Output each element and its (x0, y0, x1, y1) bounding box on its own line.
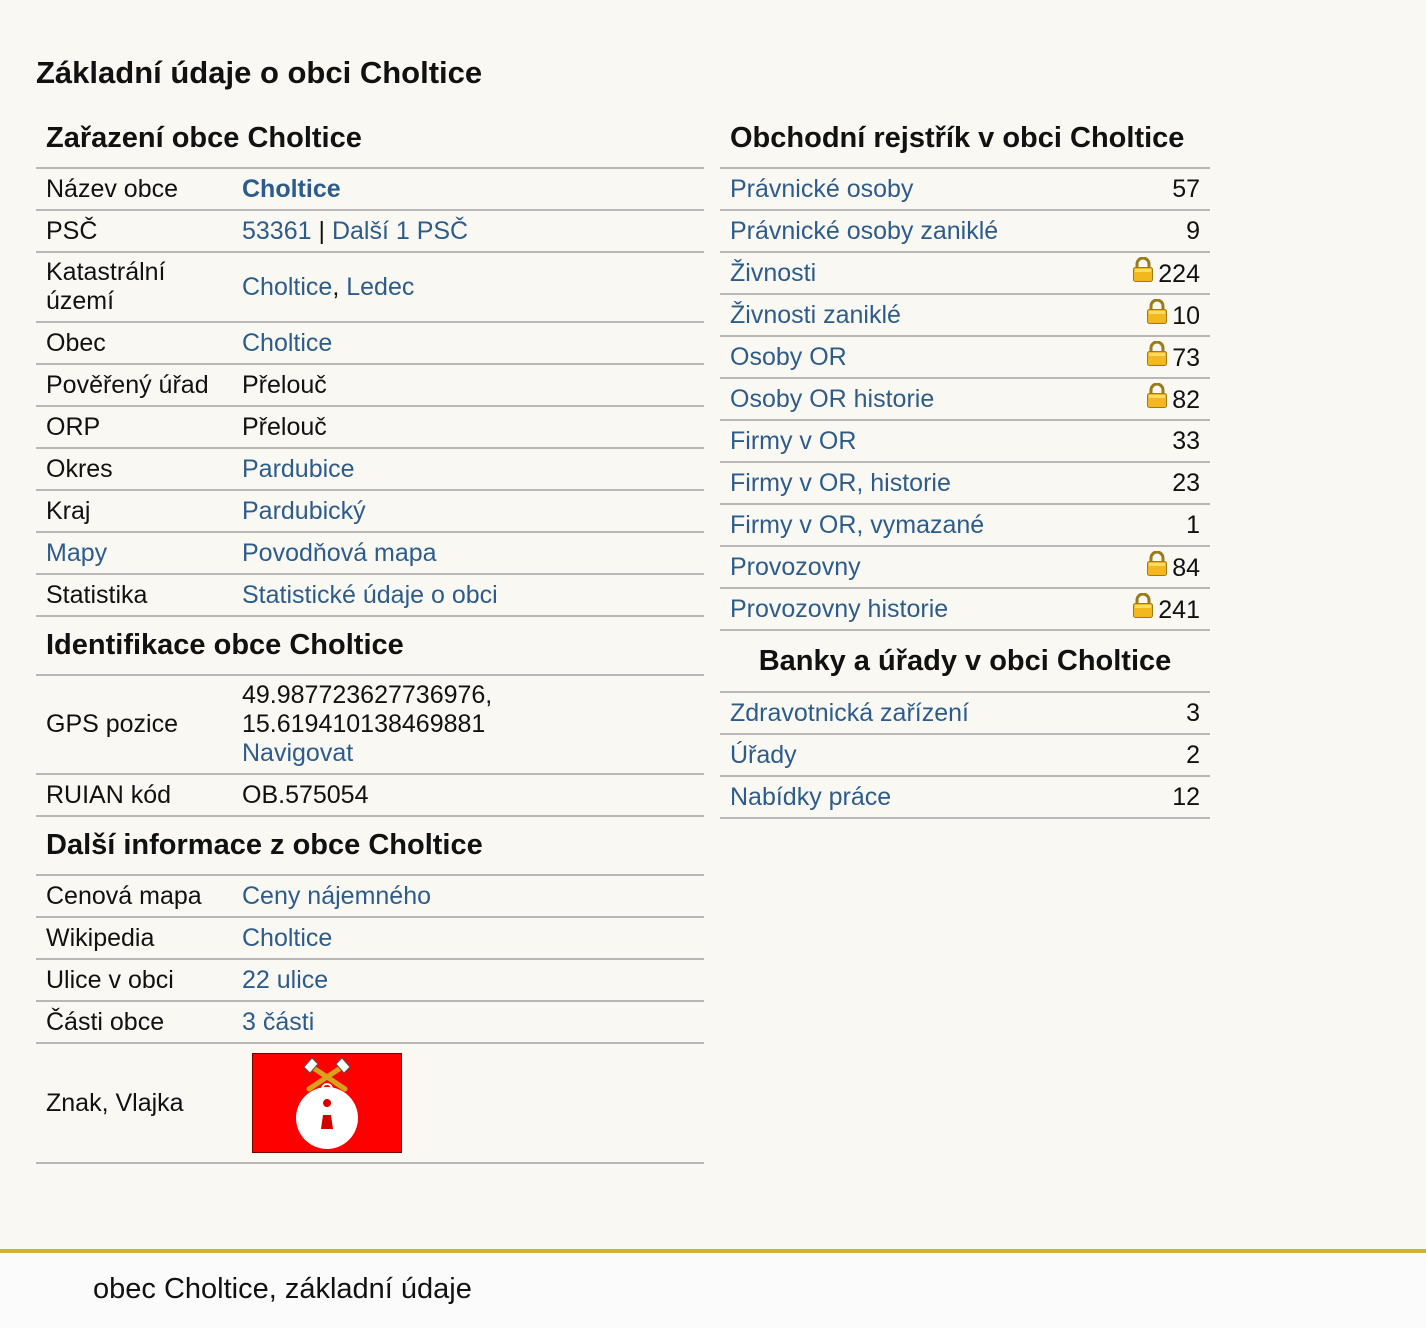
mapy-link[interactable]: Mapy (46, 538, 108, 567)
gps-latitude: 49.987723627736976, (242, 681, 493, 709)
gps-label: GPS pozice (36, 675, 232, 774)
zarazeni-heading: Zařazení obce Choltice (36, 110, 704, 168)
casti-link[interactable]: 3 části (242, 1007, 315, 1036)
psc-label: PSČ (36, 210, 232, 252)
lock-icon (1146, 341, 1168, 367)
katastr-link-2[interactable]: Ledec (346, 272, 415, 301)
lock-icon (1146, 299, 1168, 325)
banky-count: 3 (1186, 698, 1200, 727)
table-row (36, 959, 704, 1001)
flag-image[interactable] (252, 1053, 402, 1153)
obec-link[interactable]: Choltice (242, 328, 333, 357)
obec-label: Obec (36, 322, 232, 364)
obchodni-row (720, 420, 1210, 462)
banky-link[interactable]: Úřady (730, 740, 797, 769)
lock-icon (1132, 257, 1154, 283)
banky-row (720, 776, 1210, 818)
katastr-separator: , (332, 272, 340, 301)
kraj-label: Kraj (36, 490, 232, 532)
right-column (720, 110, 1210, 819)
kraj-link[interactable]: Pardubický (242, 496, 366, 525)
obchodni-row (720, 336, 1210, 378)
obchodni-count: 10 (1172, 302, 1200, 330)
statistika-label: Statistika (36, 574, 232, 616)
obchodni-link[interactable]: Živnosti zaniklé (730, 300, 901, 329)
wikipedia-link[interactable]: Choltice (242, 923, 333, 952)
lock-icon (1146, 383, 1168, 409)
katastr-link-1[interactable]: Choltice (242, 272, 333, 301)
pover-value: Přelouč (232, 364, 704, 406)
obchodni-count: 73 (1172, 344, 1200, 372)
navigovat-link[interactable]: Navigovat (242, 739, 354, 767)
banky-link[interactable]: Zdravotnická zařízení (730, 698, 969, 727)
table-row (36, 774, 704, 816)
obchodni-row (720, 588, 1210, 630)
obchodni-link[interactable]: Osoby OR historie (730, 384, 935, 413)
obchodni-row (720, 378, 1210, 420)
obchodni-row (720, 462, 1210, 504)
obchodni-count: 9 (1186, 216, 1200, 245)
obchodni-link[interactable]: Osoby OR (730, 342, 847, 371)
psc-link[interactable]: 53361 (242, 216, 312, 245)
katastr-label: Katastrální území (36, 252, 232, 322)
obchodni-link[interactable]: Živnosti (730, 258, 817, 287)
table-row (36, 448, 704, 490)
table-row (36, 210, 704, 252)
obchodni-link[interactable]: Právnické osoby zaniklé (730, 216, 999, 245)
orp-value: Přelouč (232, 406, 704, 448)
okres-label: Okres (36, 448, 232, 490)
table-row (36, 917, 704, 959)
pover-label: Pověřený úřad (36, 364, 232, 406)
ruian-value: OB.575054 (232, 774, 704, 816)
obchodni-heading: Obchodní rejstřík v obci Choltice (720, 110, 1210, 168)
footer-text: obec Choltice, základní údaje (93, 1273, 472, 1305)
ulice-link[interactable]: 22 ulice (242, 965, 329, 994)
dalsi-heading: Další informace z obce Choltice (36, 816, 704, 875)
gps-longitude: 15.619410138469881 (242, 710, 486, 738)
nazev-link[interactable]: Choltice (242, 174, 341, 203)
ulice-label: Ulice v obci (36, 959, 232, 1001)
okres-link[interactable]: Pardubice (242, 454, 355, 483)
obchodni-row (720, 210, 1210, 252)
obchodni-count: 57 (1172, 174, 1200, 203)
table-row (36, 532, 704, 574)
banky-count: 12 (1172, 782, 1200, 811)
psc-separator: | (318, 216, 325, 245)
table-row (36, 252, 704, 322)
psc-more-link[interactable]: Další 1 PSČ (331, 216, 469, 245)
zarazeni-table (36, 110, 704, 1164)
obchodni-count: 241 (1158, 596, 1200, 624)
ceny-link[interactable]: Ceny nájemného (242, 881, 432, 910)
banky-row (720, 692, 1210, 734)
banky-link[interactable]: Nabídky práce (730, 782, 892, 811)
table-row (36, 875, 704, 917)
obchodni-row (720, 252, 1210, 294)
table-row (36, 574, 704, 616)
obchodni-row (720, 504, 1210, 546)
banky-row (720, 734, 1210, 776)
obchodni-count: 84 (1172, 554, 1200, 582)
casti-label: Části obce (36, 1001, 232, 1043)
table-row (36, 168, 704, 210)
obchodni-link[interactable]: Provozovny historie (730, 594, 949, 623)
cenova-label: Cenová mapa (36, 875, 232, 917)
table-row (36, 675, 704, 774)
obchodni-link[interactable]: Firmy v OR (730, 426, 857, 455)
obchodni-link[interactable]: Firmy v OR, historie (730, 468, 951, 497)
znak-label: Znak, Vlajka (36, 1043, 232, 1163)
nazev-label: Název obce (36, 168, 232, 210)
table-row (36, 490, 704, 532)
obchodni-row (720, 168, 1210, 210)
table-row (36, 1001, 704, 1043)
left-column (36, 110, 704, 1164)
obchodni-count: 33 (1172, 426, 1200, 455)
obchodni-link[interactable]: Firmy v OR, vymazané (730, 510, 985, 539)
page-title: Základní údaje o obci Choltice (36, 55, 483, 90)
wikipedia-label: Wikipedia (36, 917, 232, 959)
table-row (36, 364, 704, 406)
obchodni-count: 224 (1158, 260, 1200, 288)
table-row (36, 406, 704, 448)
obchodni-link[interactable]: Právnické osoby (730, 174, 914, 203)
obchodni-row (720, 294, 1210, 336)
povodnova-mapa-link[interactable]: Povodňová mapa (242, 538, 437, 567)
banky-heading: Banky a úřady v obci Choltice (720, 630, 1210, 692)
obchodni-link[interactable]: Provozovny (730, 552, 861, 581)
table-row (36, 1043, 704, 1163)
obchodni-row (720, 546, 1210, 588)
table-row (36, 322, 704, 364)
identifikace-heading: Identifikace obce Choltice (36, 616, 704, 675)
obchodni-count: 1 (1186, 510, 1200, 539)
banky-count: 2 (1186, 740, 1200, 769)
lock-icon (1132, 593, 1154, 619)
obchodni-table (720, 110, 1210, 819)
footer (0, 1249, 1426, 1328)
obchodni-count: 23 (1172, 468, 1200, 497)
ruian-label: RUIAN kód (36, 774, 232, 816)
lock-icon (1146, 551, 1168, 577)
obchodni-count: 82 (1172, 386, 1200, 414)
statistika-link[interactable]: Statistické údaje o obci (242, 580, 498, 609)
orp-label: ORP (36, 406, 232, 448)
